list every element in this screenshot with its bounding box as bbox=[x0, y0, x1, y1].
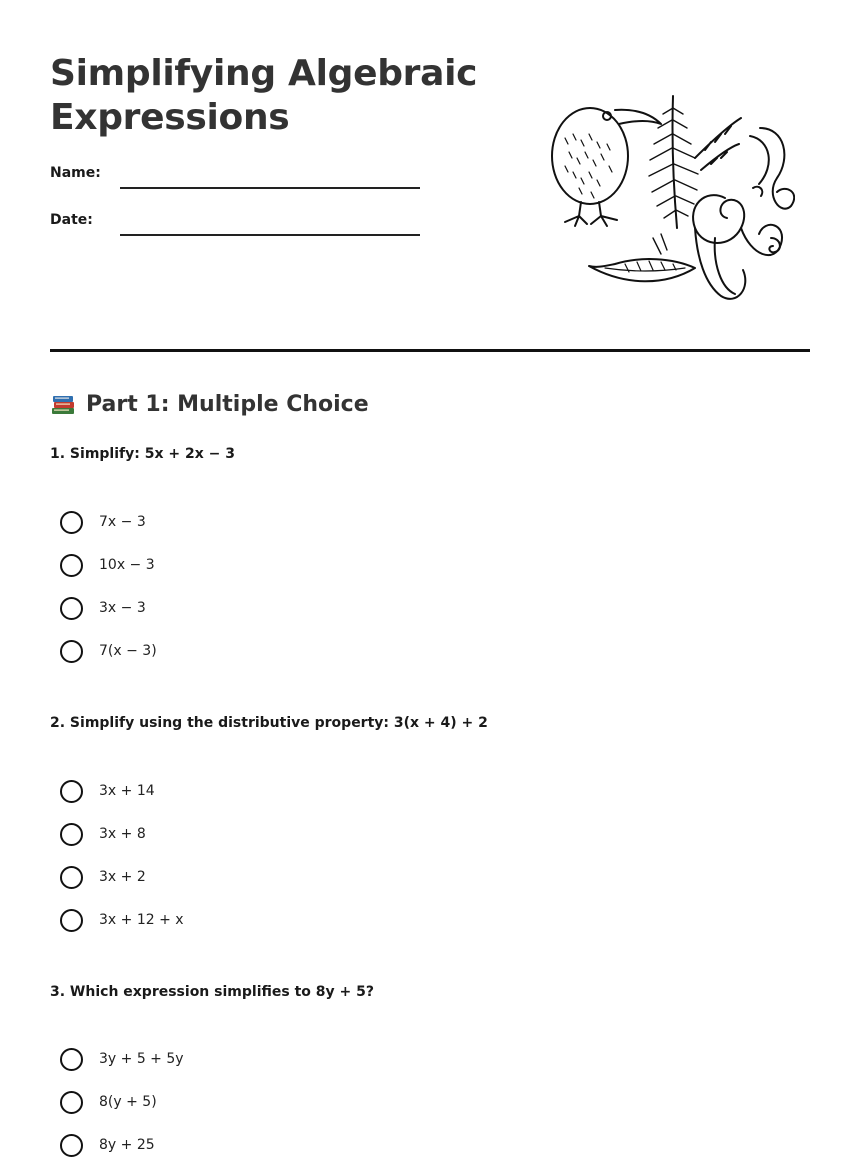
question-2: 2. Simplify using the distributive property: 3(x + 4) + 2 bbox=[50, 715, 488, 731]
radio-button[interactable] bbox=[60, 909, 83, 932]
option-label: 3x − 3 bbox=[99, 600, 146, 616]
option-label: 7x − 3 bbox=[99, 514, 146, 530]
kiwi-bird-fern-koru-illustration bbox=[545, 88, 795, 308]
radio-button[interactable] bbox=[60, 780, 83, 803]
option-label: 8y + 25 bbox=[99, 1137, 155, 1153]
q3-option-c[interactable] bbox=[60, 1132, 155, 1158]
q2-option-b[interactable] bbox=[60, 821, 146, 847]
radio-button[interactable] bbox=[60, 1091, 83, 1114]
radio-button[interactable] bbox=[60, 866, 83, 889]
radio-button[interactable] bbox=[60, 1048, 83, 1071]
question-1: 1. Simplify: 5x + 2x − 3 bbox=[50, 446, 235, 462]
option-label: 3x + 2 bbox=[99, 869, 146, 885]
radio-button[interactable] bbox=[60, 597, 83, 620]
part1-title: Part 1: Multiple Choice bbox=[86, 391, 369, 417]
option-label: 3x + 14 bbox=[99, 783, 155, 799]
q2-option-a[interactable] bbox=[60, 778, 155, 804]
q1-option-d[interactable] bbox=[60, 638, 157, 664]
name-label: Name: bbox=[50, 165, 101, 181]
q1-option-a[interactable] bbox=[60, 509, 146, 535]
question-3: 3. Which expression simplifies to 8y + 5? bbox=[50, 984, 374, 1000]
q3-option-b[interactable] bbox=[60, 1089, 157, 1115]
radio-button[interactable] bbox=[60, 640, 83, 663]
option-label: 8(y + 5) bbox=[99, 1094, 157, 1110]
header-divider bbox=[50, 349, 810, 352]
q1-option-b[interactable] bbox=[60, 552, 155, 578]
date-field[interactable] bbox=[120, 234, 420, 236]
page-title: Simplifying Algebraic Expressions bbox=[50, 53, 478, 138]
option-label: 7(x − 3) bbox=[99, 643, 157, 659]
date-label: Date: bbox=[50, 212, 93, 228]
books-icon bbox=[50, 391, 76, 417]
option-label: 3x + 12 + x bbox=[99, 912, 184, 928]
radio-button[interactable] bbox=[60, 511, 83, 534]
option-label: 3y + 5 + 5y bbox=[99, 1051, 184, 1067]
option-label: 3x + 8 bbox=[99, 826, 146, 842]
radio-button[interactable] bbox=[60, 554, 83, 577]
name-field[interactable] bbox=[120, 187, 420, 189]
q1-option-c[interactable] bbox=[60, 595, 146, 621]
q2-option-d[interactable] bbox=[60, 907, 184, 933]
part1-heading bbox=[50, 388, 369, 420]
q3-option-a[interactable] bbox=[60, 1046, 184, 1072]
radio-button[interactable] bbox=[60, 823, 83, 846]
radio-button[interactable] bbox=[60, 1134, 83, 1157]
q2-option-c[interactable] bbox=[60, 864, 146, 890]
option-label: 10x − 3 bbox=[99, 557, 155, 573]
